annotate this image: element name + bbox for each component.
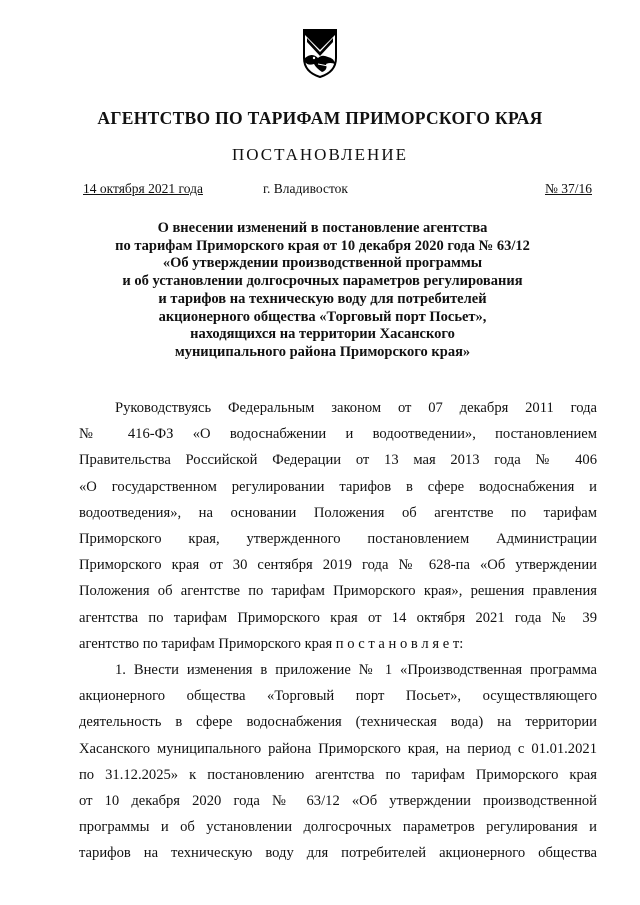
document-date: 14 октября 2021 года <box>83 181 203 196</box>
body-line: Приморского края, утвержденного постановлением Администрации <box>79 530 597 547</box>
body-line: Хасанского муниципального района Приморского края, на период с 01.01.2021 <box>79 740 597 757</box>
title-line: акционерного общества «Торговый порт Посьет», <box>158 308 487 325</box>
document-city: г. Владивосток <box>263 181 348 196</box>
body-line: программы и об установлении долгосрочных параметров регулирования и <box>79 819 597 836</box>
body-line: «О государственном регулировании тарифов в сфере водоснабжения и <box>79 478 597 495</box>
title-line: и тарифов на техническую воду для потребителей <box>158 290 487 307</box>
body-line: Положения об агентстве по тарифам Приморского края», решения правления <box>79 583 597 600</box>
item-1-paragraph <box>79 657 597 867</box>
body-line: агентства по тарифам Приморского края от 14 октября 2021 года № 39 <box>79 609 597 626</box>
body-line: от 10 декабря 2020 года № 63/12 «Об утверждении производственной <box>79 792 597 809</box>
body-line: 1. Внести изменения в приложение № 1 «Производственная программа <box>115 662 597 678</box>
body-line: водоотведения», на основании Положения об агентстве по тарифам <box>79 504 597 521</box>
body-line: Руководствуясь Федеральным законом от 07 декабря 2011 года <box>115 400 597 416</box>
coat-of-arms-emblem <box>302 28 338 78</box>
body-line: № 416-ФЗ «О водоснабжении и водоотведении», постановлением <box>79 426 597 443</box>
title-line: муниципального района Приморского края» <box>174 343 471 360</box>
document-type: ПОСТАНОВЛЕНИЕ <box>231 145 408 164</box>
agency-name: АГЕНТСТВО ПО ТАРИФАМ ПРИМОРСКОГО КРАЯ <box>97 108 543 128</box>
title-line: О внесении изменений в постановление агентства <box>157 220 488 236</box>
document-title <box>60 220 585 362</box>
body-line: агентство по тарифам Приморского края п о с т а н о в л я е т: <box>79 635 464 652</box>
document-number: № 37/16 <box>544 181 592 196</box>
preamble-paragraph <box>79 395 597 657</box>
body-line: по 31.12.2025» к постановлению агентства по тарифам Приморского края <box>79 766 597 783</box>
body-line: Правительства Российской Федерации от 13 мая 2013 года № 406 <box>79 452 597 469</box>
title-line: «Об утверждении производственной программы <box>162 255 483 272</box>
title-line: и об установлении долгосрочных параметров регулирования <box>122 273 523 290</box>
title-line: находящихся на территории Хасанского <box>190 326 455 343</box>
body-line: Приморского края от 30 сентября 2019 года № 628-па «Об утверждении <box>79 557 597 574</box>
title-line: по тарифам Приморского края от 10 декабря 2020 года № 63/12 <box>115 237 530 254</box>
body-line: тарифов на техническую воду для потребителей акционерного общества <box>79 845 597 862</box>
body-line: деятельность в сфере водоснабжения (техническая вода) на территории <box>79 714 597 731</box>
body-line: акционерного общества «Торговый порт Посьет», осуществляющего <box>79 688 597 705</box>
